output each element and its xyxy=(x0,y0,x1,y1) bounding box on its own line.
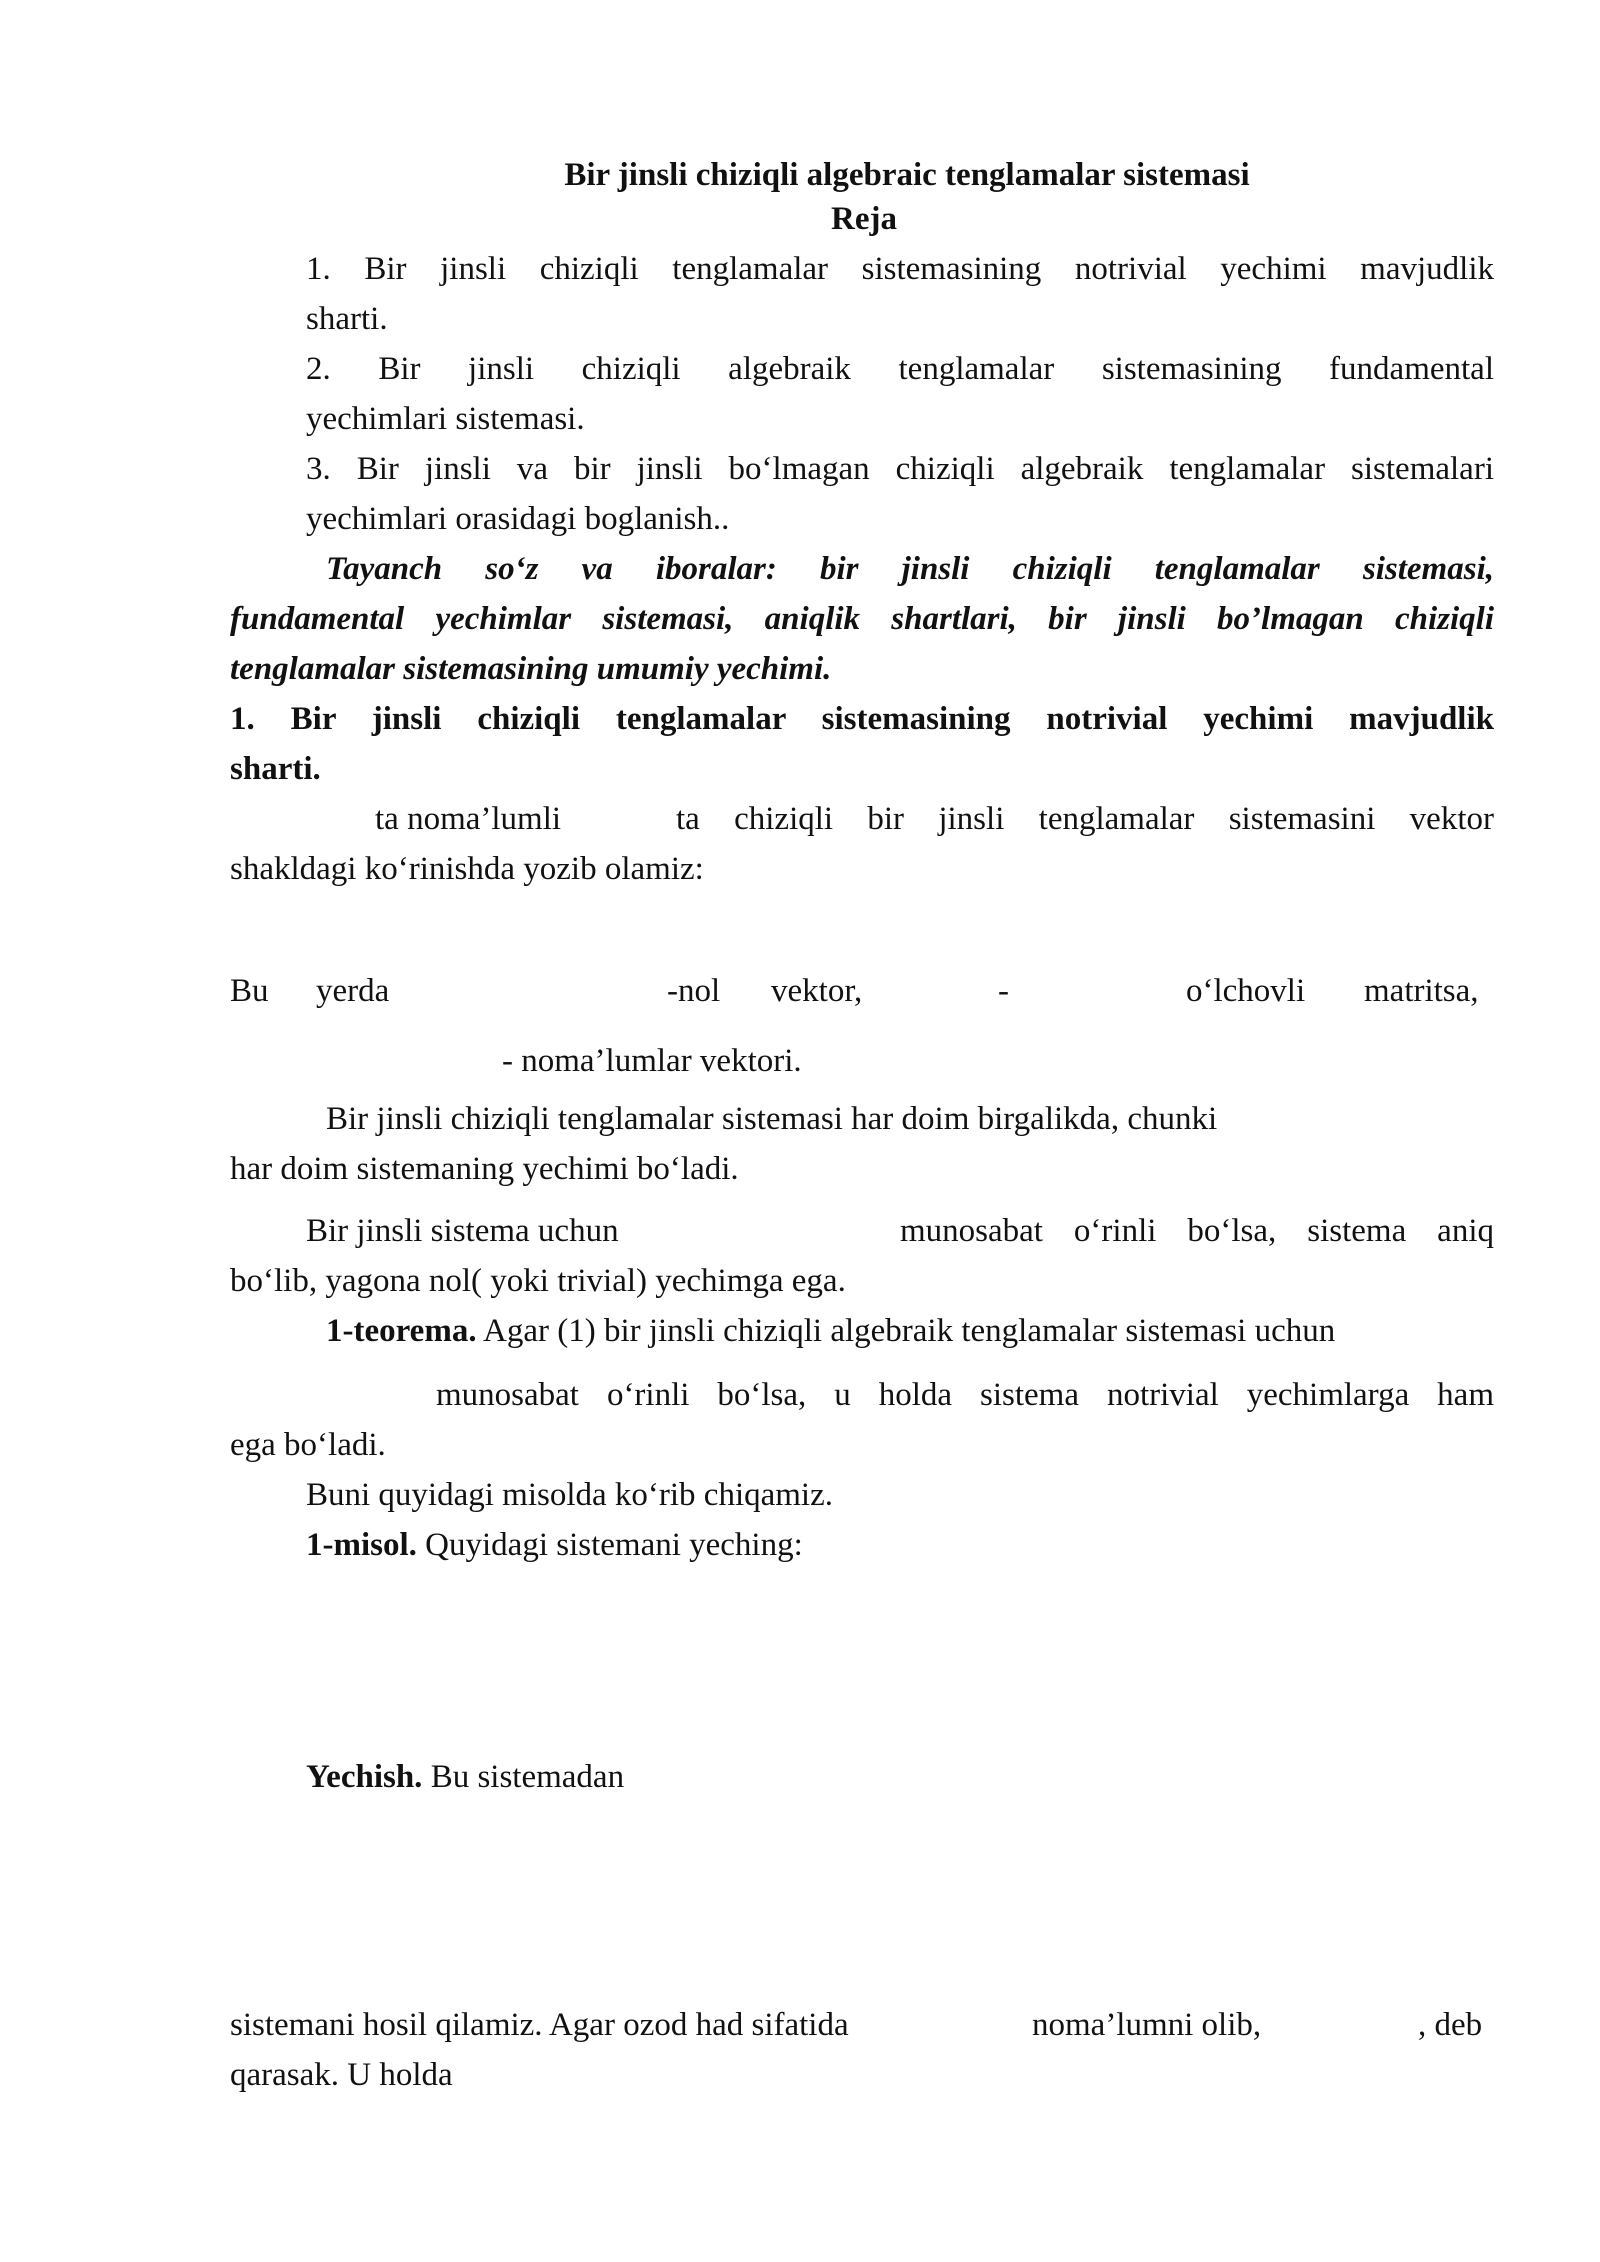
consistent-line-2: har doim sistemaning yechimi bo‘ladi. xyxy=(230,1151,739,1187)
plan-item-1-cont: sharti. xyxy=(306,301,388,337)
final-fragment-1: sistemani hosil qilamiz. Agar ozod had sifatida xyxy=(230,2007,849,2043)
section-1-heading: 1. Bir jinsli chiziqli tenglamalar sistemasining notrivial yechimi mavjudlik xyxy=(230,701,1494,737)
example-heading xyxy=(306,1520,803,1570)
theorem-line-2: munosabat o‘rinli bo‘lsa, u holda sistema notrivial yechimlarga ham xyxy=(436,1377,1494,1413)
intro-line-2: shakldagi ko‘rinishda yozib olamiz: xyxy=(230,851,704,887)
consistent-line-1: Bir jinsli chiziqli tenglamalar sistemasi har doim birgalikda, chunki xyxy=(326,1101,1218,1137)
plan-item-3-cont: yechimlari orasidagi boglanish.. xyxy=(306,501,730,537)
solution-heading xyxy=(306,1752,624,1802)
plan-heading: Reja xyxy=(831,201,897,237)
where-word-yerda: yerda xyxy=(316,973,390,1009)
unique-fragment-2: munosabat o‘rinli bo‘lsa, sistema aniq xyxy=(900,1213,1494,1249)
keywords-line-2: fundamental yechimlar sistemasi, aniqlik shartlari, bir jinsli bo’lmagan chiziqli xyxy=(230,601,1494,637)
section-1-heading-cont: sharti. xyxy=(230,751,321,787)
page-title: Bir jinsli chiziqli algebraic tenglamalar sistemasi xyxy=(564,157,1250,193)
unique-fragment-1: Bir jinsli sistema uchun xyxy=(306,1213,619,1249)
where-word-matritsa: matritsa, xyxy=(1364,973,1479,1009)
example-text: Quyidagi sistemani yeching: xyxy=(416,1527,803,1563)
where-word-bu: Bu xyxy=(230,973,269,1009)
solution-label: Yechish. xyxy=(306,1759,423,1795)
theorem-line-1 xyxy=(326,1306,1335,1356)
where-word-nol: -nol xyxy=(667,973,721,1009)
final-fragment-2: noma’lumni olib, xyxy=(1032,2007,1262,2043)
keywords-line-3: tenglamalar sistemasining umumiy yechimi. xyxy=(230,651,832,687)
example-label: 1-misol. xyxy=(306,1527,417,1563)
plan-item-2: 2. Bir jinsli chiziqli algebraik tenglamalar sistemasining fundamental xyxy=(306,351,1494,387)
example-intro: Buni quyidagi misolda ko‘rib chiqamiz. xyxy=(306,1477,834,1513)
theorem-text: Agar (1) bir jinsli chiziqli algebraik tenglamalar sistemasi uchun xyxy=(476,1313,1336,1349)
plan-item-2-cont: yechimlari sistemasi. xyxy=(306,401,585,437)
intro-fragment-2: ta chiziqli bir jinsli tenglamalar sistemasini vektor xyxy=(676,801,1494,837)
theorem-label: 1-teorema. xyxy=(326,1313,477,1349)
where-line-2: - noma’lumlar vektori. xyxy=(502,1043,802,1079)
where-word-vektor: vektor, xyxy=(771,973,863,1009)
final-line-2: qarasak. U holda xyxy=(230,2057,453,2093)
final-fragment-3: , deb xyxy=(1418,2007,1483,2043)
plan-item-3: 3. Bir jinsli va bir jinsli bo‘lmagan chiziqli algebraik tenglamalar sistemalari xyxy=(306,451,1494,487)
keywords-line-1: Tayanch so‘z va iboralar: bir jinsli chiziqli tenglamalar sistemasi, xyxy=(326,551,1494,587)
theorem-line-3: ega bo‘ladi. xyxy=(230,1427,386,1463)
solution-text: Bu sistemadan xyxy=(422,1759,625,1795)
plan-item-1: 1. Bir jinsli chiziqli tenglamalar sistemasining notrivial yechimi mavjudlik xyxy=(306,251,1494,287)
intro-fragment-1: ta noma’lumli xyxy=(375,801,562,837)
where-word-olchovli: o‘lchovli xyxy=(1186,973,1306,1009)
unique-line-2: bo‘lib, yagona nol( yoki trivial) yechimga ega. xyxy=(230,1263,846,1299)
where-word-dash: - xyxy=(998,973,1009,1009)
